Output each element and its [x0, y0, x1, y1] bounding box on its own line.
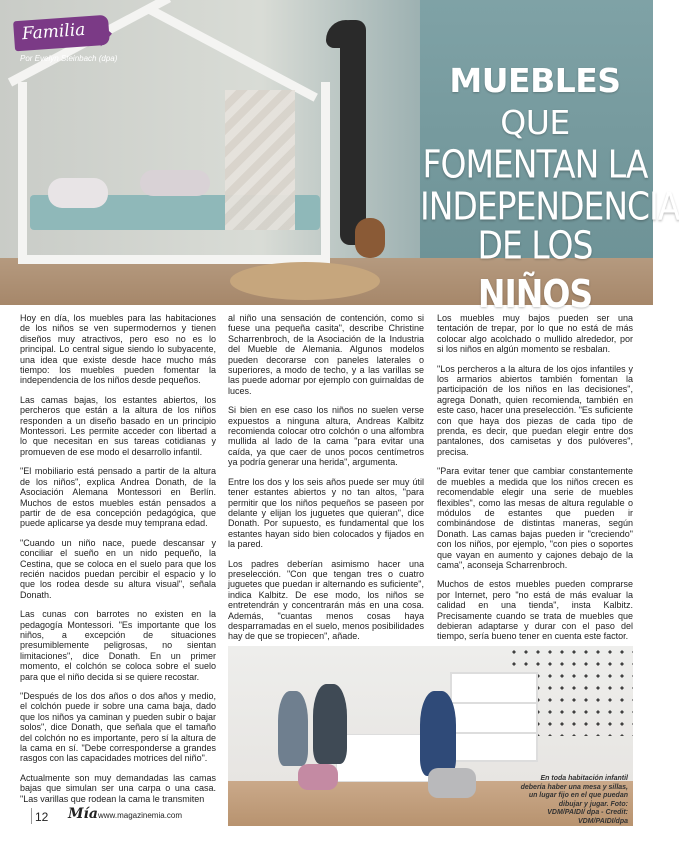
giraffe-decal: [340, 20, 366, 245]
paragraph: al niño una sensación de contención, como si fuese una pequeña casita", describe Christine Scharrenbroch, de la Asociación de la Industria del Mueble de Alemania. Algunos modelos pueden decorarse con paneles laterales o superiores, a modo de techo, y a las varillas se las puede adornar por ejemplo con guirnaldas de luces.: [228, 313, 424, 396]
title-line1-thin: QUE: [500, 103, 570, 142]
title-line4-thin: DE LOS: [477, 222, 593, 268]
column-3: [437, 313, 633, 651]
paragraph: "Después de los dos años o dos años y medio, el colchón puede ir sobre una cama baja, dado que los niños ya caminan y pueden subir o bajar solos", dice Donath, que señala que el tamaño del colchón no es importante, pero sí la altura de la cama en sí. "Debe corresponderse a grandes rasgos con las capacidades motrices del niño".: [20, 691, 216, 764]
paragraph: Hoy en día, los muebles para las habitaciones de los niños se ven supermodernos y tienen diseños muy atractivos, pero eso no es lo principal. Lo central sigue siendo lo subyacente, una idea que existe desde hace mucho más tiempo: los muebles pueden fomentar la independencia de los niños desde pequeños.: [20, 313, 216, 386]
paragraph: Las camas bajas, los estantes abiertos, los percheros que están a la altura de los niños responden a un diseño basado en un principio Montessori. Les permite acceder con libertad a lo que necesitan en sus tareas cotidianas y promueven de ese modo el desarrollo infantil.: [20, 394, 216, 457]
byline: Por Evelyn Steinbach (dpa): [20, 54, 118, 63]
page-number: 12: [35, 810, 49, 824]
title-line4-bold: NIÑOS: [477, 271, 593, 316]
paragraph: "Para evitar tener que cambiar constantemente de muebles a medida que los niños crecen es recomendable elegir una serie de muebles flexibles", como las mesas de altura regulable o módulos de estantes que pueden ir combinándose de distintas maneras, según Donath. Las camas bajas pueden ir "creciendo" con los niños, por ejemplo, "con pies o soportes que vayan en aumento y cajones debajo de la cama", aconseja Scharrenbroch.: [437, 466, 633, 570]
footer-divider: [31, 808, 32, 824]
column-1: [20, 313, 216, 813]
article-title: [420, 60, 679, 316]
section-label: Familia: [21, 19, 86, 45]
paragraph: "Cuando un niño nace, puede descansar y conciliar el sueño en un nido pequeño, la Cestina, que se coloca en el suelo para que los recién nacidos puedan percibir el espacio y lo que los rodea desde su altura visual", señala Donath.: [20, 537, 216, 600]
paragraph: "El mobiliario está pensado a partir de la altura de los niños", explica Andrea Donath, de la Asociación Alemana Montessori en Berlín. Muchos de estos muebles están pensados a partir de de esa concepción pedagógica, que puede aplicarse ya desde muy temprana edad.: [20, 466, 216, 529]
hero-photo: [0, 0, 679, 316]
shelf-divider: [450, 732, 538, 734]
paragraph: Entre los dos y los seis años puede ser muy útil tener estantes abiertos y no tan altos, "para permitir que los niños pequeños se paseen por delante y elijan los juguetes que quieran", dice Donath. Por supuesto, es fundamental que los estantes hayan sido bien colocados y fijados en la pared.: [228, 476, 424, 550]
stool: [298, 764, 338, 790]
child-figure: [420, 691, 456, 776]
paragraph: Las cunas con barrotes no existen en la pedagogía Montessori. "Es importante que los niños, a excepción de situaciones presumiblemente peligrosas, no sientan limitaciones", dice Donath. En un primer momento, el colchón se coloca sobre el suelo para que el niño decida si se quiere recostar.: [20, 609, 216, 682]
photo-caption: En toda habitación infantil debería haber una mesa y sillas, un lugar fijo en el que puedan dibujar y jugar. Foto: VDM/PAIDI/ dpa - Credit: VDM/PAIDI/dpa: [520, 775, 628, 825]
magazine-logo: Mía: [68, 806, 98, 822]
title-line2: FOMENTAN LA: [422, 142, 648, 187]
teddy-toy: [355, 218, 385, 258]
round-rug: [230, 262, 380, 300]
shelf-divider: [450, 702, 538, 704]
title-line3: INDEPENDENCIA: [420, 184, 679, 229]
magazine-url: www.magazinemia.com: [98, 811, 183, 820]
column-2: [228, 313, 424, 651]
paragraph: Si bien en ese caso los niños no suelen verse expuestos a ninguna altura, Andreas Kalbitz recomienda colocar otro colchón o una alfombra mullida al lado de la cama "para evitar una caída, ya que caer de unos pocos centímetros ya podría generar una herida", argumenta.: [228, 405, 424, 468]
paragraph: Actualmente son muy demandadas las camas bajas que simulan ser una carpa o una casa. "Las varillas que rodean la cama le transmiten: [20, 772, 216, 804]
paragraph: Los muebles muy bajos pueden ser una tentación de trepar, por lo que no está de más colocar algo acolchado o mullido alrededor, por si los niños en algún momento se resbalan.: [437, 313, 633, 355]
paragraph: "Los percheros a la altura de los ojos infantiles y los armarios abiertos también fomentan la participación de los niños en las decisiones", agrega Donath, quien recomienda, también en este caso, hacer una preselección. "Es suficiente con que haya dos piezas de cada tipo de prenda, es decir, que puedan elegir entre dos pantalones, dos camisetas y dos pulóveres", precisa.: [437, 363, 633, 457]
section-ribbon-tip: [99, 22, 113, 47]
open-shelf: [450, 672, 538, 762]
stool: [428, 768, 476, 798]
paragraph: Los padres deberían asimismo hacer una preselección. "Con que tengan tres o cuatro juguetes que puedan ir alternando es suficiente", indica Kalbitz. De ese modo, los niños se entretendrán y concentrarán más en una cosa. Además, "cuantas menos cosas haya desparramadas en el suelo, menos posibilidades hay de que se tropiecen", añade.: [228, 558, 424, 642]
title-line1-bold: MUEBLES: [449, 61, 621, 100]
child-figure: [313, 684, 347, 764]
paragraph: Muchos de estos muebles pueden comprarse por Internet, pero "no está de más evaluar la calidad en una tienda", insta Kalbitz. Precisamente cuando se trata de muebles que debieran adaptarse y durar con el paso del tiempo, sería bueno tener en cuenta este factor.: [437, 579, 633, 642]
fabric-curtain: [225, 90, 295, 230]
child-figure: [278, 691, 308, 766]
